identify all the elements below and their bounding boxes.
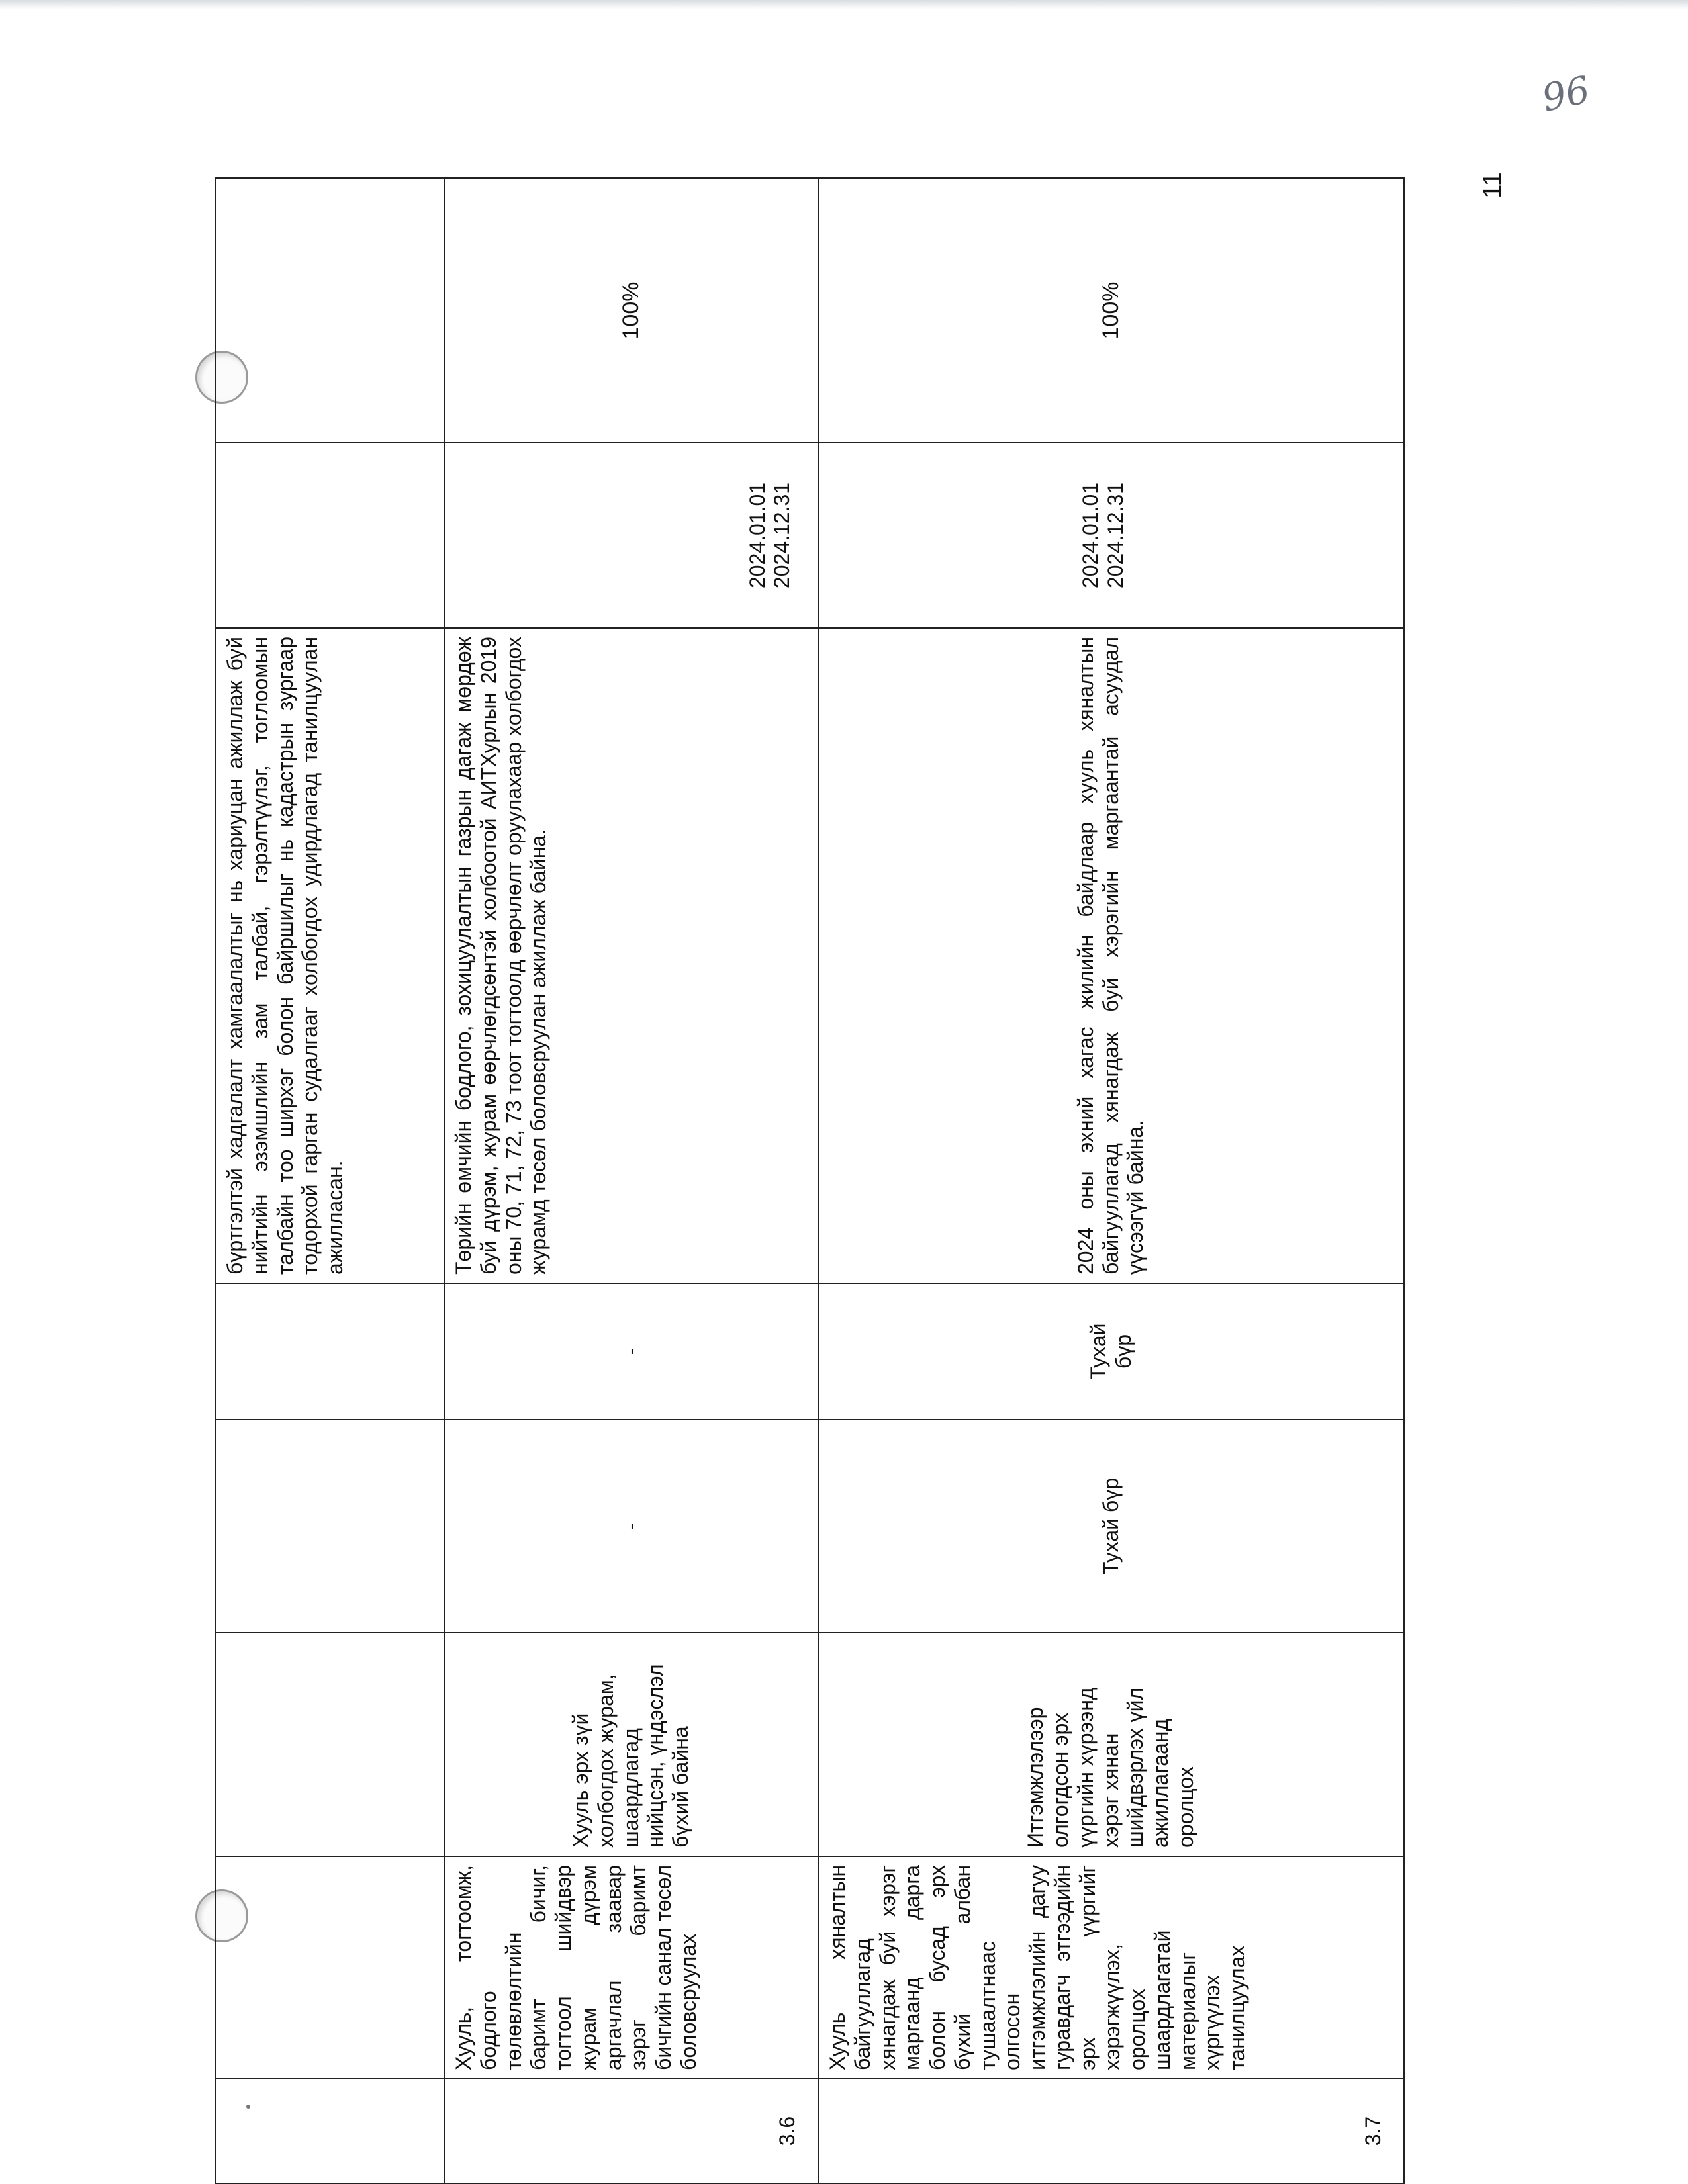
table-row-3-7	[818, 178, 1404, 2183]
task-description: Хууль хяналтын байгууллагад хянагдаж буй хэрэг маргаанд дарга болон бусад эрх бүхий албан тушаалтнаас олгосон итгэмжлэлийн дагуу гуравдагч этгээдийн эрх үүргийг хэрэгжүүлэх, оролцох шаардлагатай материалыг хүргүүлэх танилцуулах	[818, 1856, 1404, 2079]
row-number: 3.7	[818, 2079, 1404, 2183]
date-range	[818, 443, 1404, 628]
cell-target	[216, 1283, 444, 1420]
date-end: 2024.12.31	[770, 482, 794, 589]
cell-percent	[216, 178, 444, 443]
date-start: 2024.01.01	[1078, 482, 1102, 589]
date-range	[444, 443, 818, 628]
scan-edge	[0, 0, 1688, 9]
handwritten-page-mark: 96	[1538, 68, 1594, 120]
cell-num	[216, 2079, 444, 2183]
task-description: Хууль, тогтоомж, бодлого төлөвлөлтийн баримт бичиг, тогтоол шийдвэр журам дүрэм аргачлал заавар зэрэг баримт бичгийн санал төсөл боловсруулах	[444, 1856, 818, 2079]
row-number: 3.6	[444, 2079, 818, 2183]
baseline-value: Тухай бүр	[818, 1420, 1404, 1633]
cell-performance: бүртгэлтэй хадгалалт хамгаалалтыг нь хариуцан ажиллаж буй нийтийн эзэмшлийн зам талбай, гэрэлтүүлэг, тоглоомын талбайн тоо ширхэг болон байршилыг нь кадастрын зургаар тодорхой гарган судалгааг холбогдох удирдлагад танилцуулан ажилласан.	[216, 628, 444, 1283]
page-number: 11	[1479, 172, 1507, 199]
date-start: 2024.01.01	[745, 482, 769, 589]
performance-report: 2024 оны эхний хагас жилийн байдлаар хууль хяналтын байгууллагад хянагдаж буй хэрэгийн маргаантай асуудал үүсээгүй байна.	[818, 628, 1404, 1283]
target-value: -	[444, 1283, 818, 1420]
date-end: 2024.12.31	[1103, 482, 1127, 589]
performance-report: Төрийн өмчийн бодлого, зохицуулалтын газрын дагаж мөрдөж буй дүрэм, журам өөрчлөгдсөнтэй холбоотой АИТХурлын 2019 оны 70, 71, 72, 73 тоот тогтоолд өөрчлөлт оруулахаар холбогдох журамд төсөл боловсруулан ажиллаж байна.	[444, 628, 818, 1283]
target-value	[818, 1283, 1404, 1420]
table-row-3-6	[444, 178, 818, 2183]
completion-percent: 100%	[444, 178, 818, 443]
performance-indicator: Итгэмжлэлээр олгогдсон эрх үүргийн хүрээнд хэрэг хянан шийдвэрлэх үйл ажиллагаанд оролцох	[818, 1633, 1404, 1856]
baseline-value: -	[444, 1420, 818, 1633]
performance-indicator: Хууль эрх зүй холбогдох журам, шаардлагад нийцсэн, үндэслэл бүхий байна	[444, 1633, 818, 1856]
work-plan-table	[215, 179, 1403, 2184]
table-row-continued	[216, 178, 444, 2183]
target-line-1: Тухай	[1086, 1323, 1110, 1380]
cell-date	[216, 443, 444, 628]
target-line-2: бүр	[1111, 1334, 1135, 1369]
cell-indicator	[216, 1633, 444, 1856]
cell-task	[216, 1856, 444, 2079]
cell-baseline	[216, 1420, 444, 1633]
completion-percent: 100%	[818, 178, 1404, 443]
report-table	[215, 177, 1405, 2184]
